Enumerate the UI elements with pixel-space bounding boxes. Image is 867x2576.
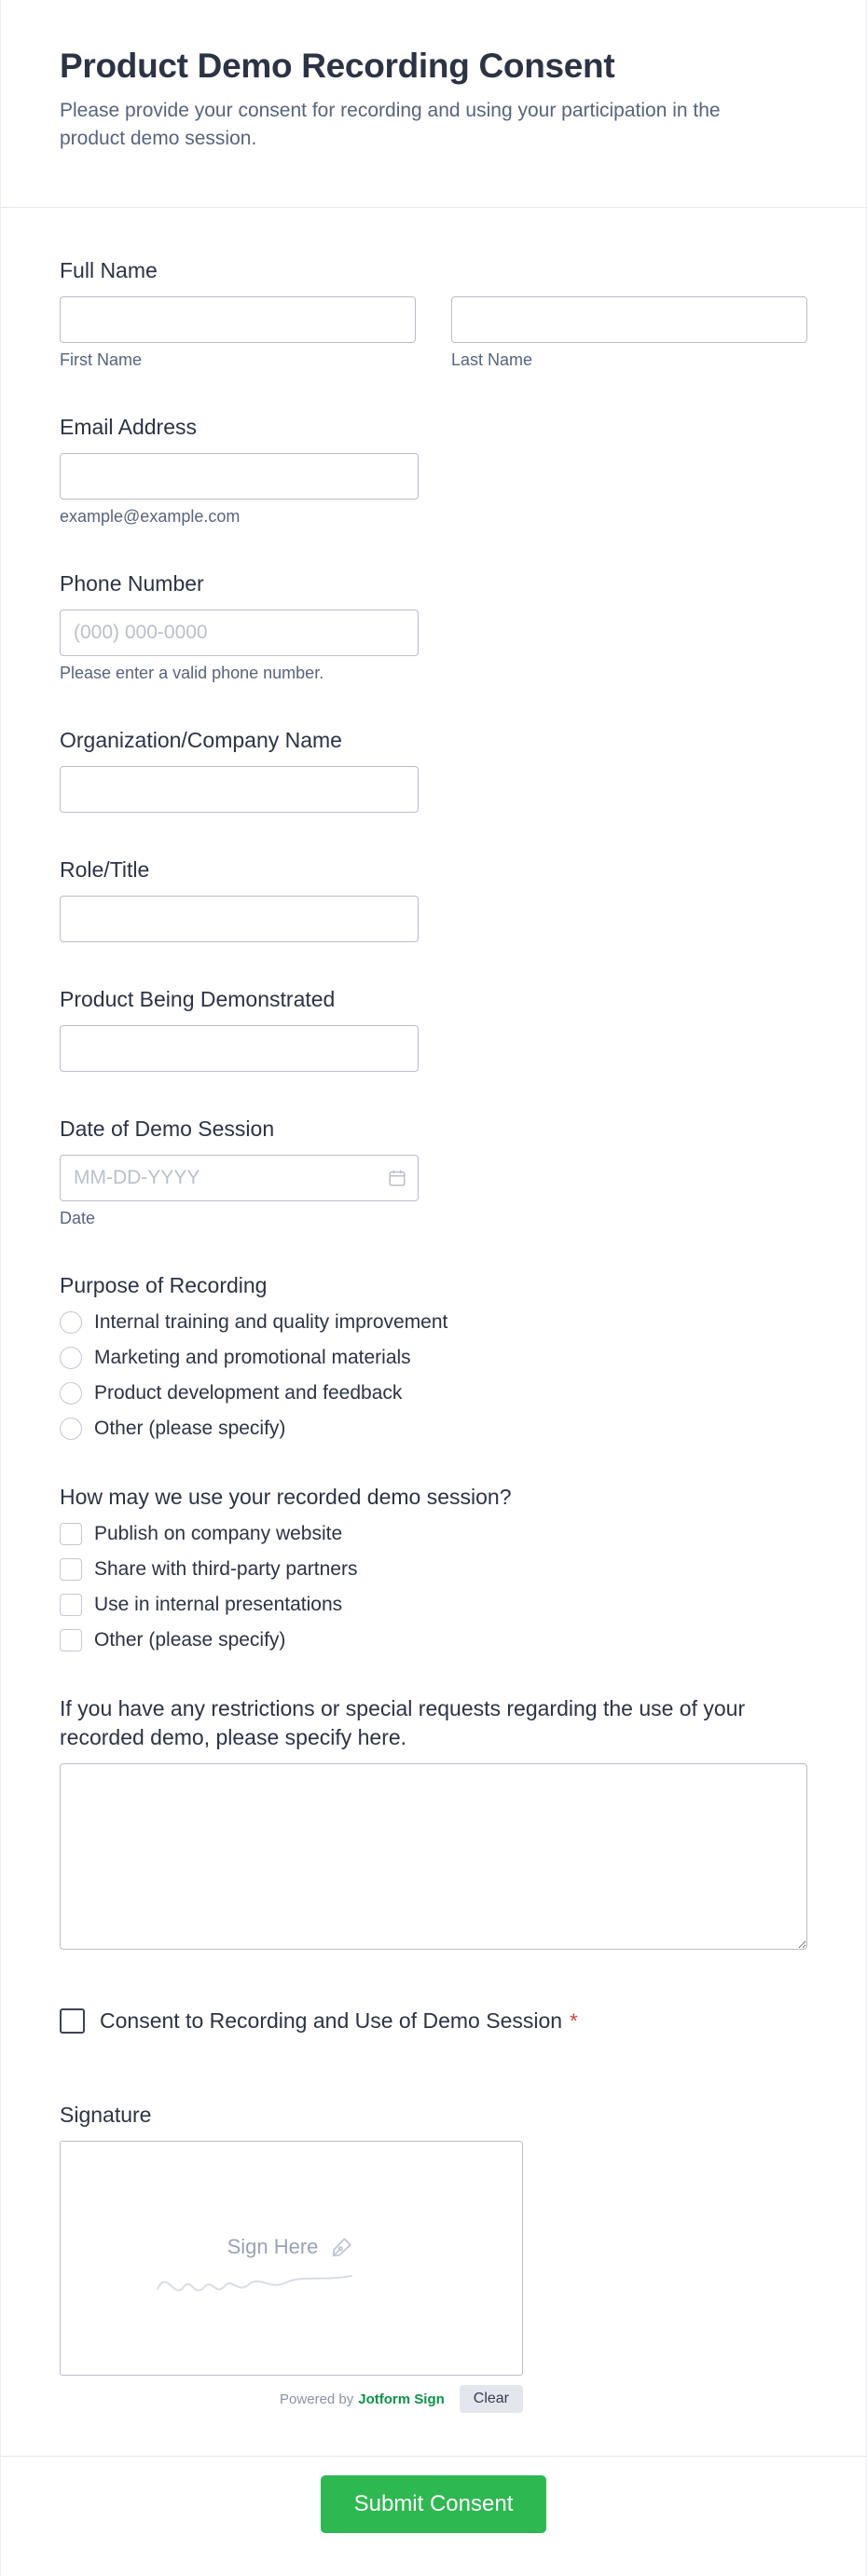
signature-pad[interactable] — [60, 2141, 523, 2376]
role-label: Role/Title — [60, 856, 150, 882]
demo-date-label: Date of Demo Session — [60, 1116, 275, 1141]
usage-label: How may we use your recorded demo session? — [60, 1485, 512, 1509]
field-usage — [60, 1483, 807, 1651]
purpose-option-label: Internal training and quality improvement — [94, 1311, 448, 1333]
field-full-name — [60, 256, 807, 370]
usage-option-label: Other (please specify) — [94, 1629, 286, 1651]
jotform-sign-brand: Jotform Sign — [358, 2391, 445, 2407]
purpose-label: Purpose of Recording — [60, 1272, 268, 1297]
calendar-icon[interactable] — [387, 1168, 407, 1188]
radio-icon[interactable] — [60, 1418, 82, 1440]
full-name-label: Full Name — [60, 257, 158, 282]
phone-sublabel: Please enter a valid phone number. — [60, 663, 324, 682]
purpose-option-label: Product development and feedback — [94, 1382, 403, 1404]
field-demo-date — [60, 1115, 807, 1228]
powered-by-text: Powered by — [280, 2391, 354, 2407]
restrictions-label: If you have any restrictions or special requests regarding the use of your recorded demo, please specify here. — [60, 1696, 746, 1750]
signature-squiggle-icon — [154, 2254, 359, 2305]
submit-button[interactable]: Submit Consent — [321, 2475, 547, 2533]
usage-option-label: Publish on company website — [94, 1523, 343, 1545]
usage-option-publish-website[interactable] — [60, 1523, 807, 1545]
product-label: Product Being Demonstrated — [60, 986, 336, 1011]
role-input[interactable] — [60, 896, 419, 942]
checkbox-icon[interactable] — [60, 1558, 82, 1581]
checkbox-icon[interactable] — [60, 1594, 82, 1616]
form-body — [1, 208, 866, 2414]
usage-option-label: Share with third-party partners — [94, 1558, 358, 1581]
last-name-sublabel: Last Name — [451, 349, 533, 369]
demo-date-input[interactable] — [60, 1155, 419, 1201]
purpose-option-other[interactable] — [60, 1418, 807, 1440]
usage-option-other[interactable] — [60, 1629, 807, 1651]
first-name-sublabel: First Name — [60, 349, 143, 369]
field-phone — [60, 569, 807, 683]
purpose-option-internal-training[interactable] — [60, 1311, 807, 1334]
restrictions-textarea[interactable] — [60, 1763, 807, 1950]
page-subtitle: Please provide your consent for recording and using your participation in the product demo session. — [60, 100, 721, 149]
usage-option-third-party[interactable] — [60, 1558, 807, 1581]
phone-input[interactable] — [60, 610, 419, 656]
signature-meta — [60, 2385, 523, 2413]
purpose-option-marketing[interactable] — [60, 1347, 807, 1369]
radio-icon[interactable] — [60, 1311, 82, 1334]
field-product — [60, 985, 807, 1072]
field-signature — [60, 2101, 807, 2413]
pen-nib-icon — [329, 2234, 355, 2260]
field-restrictions — [60, 1694, 807, 1954]
field-consent — [60, 2008, 807, 2034]
organization-input[interactable] — [60, 766, 419, 813]
consent-label: Consent to Recording and Use of Demo Session — [100, 2008, 563, 2034]
field-role — [60, 856, 807, 942]
purpose-option-product-development[interactable] — [60, 1382, 807, 1404]
usage-option-label: Use in internal presentations — [94, 1594, 343, 1616]
purpose-option-label: Marketing and promotional materials — [94, 1347, 411, 1368]
consent-row[interactable] — [60, 2008, 807, 2034]
consent-checkbox[interactable] — [60, 2008, 85, 2034]
purpose-option-label: Other (please specify) — [94, 1418, 286, 1439]
radio-icon[interactable] — [60, 1382, 82, 1404]
phone-label: Phone Number — [60, 570, 204, 596]
field-purpose — [60, 1271, 807, 1440]
checkbox-icon[interactable] — [60, 1629, 82, 1651]
radio-icon[interactable] — [60, 1347, 82, 1369]
checkbox-icon[interactable] — [60, 1523, 82, 1545]
first-name-input[interactable] — [60, 296, 416, 343]
demo-date-sublabel: Date — [60, 1208, 96, 1227]
signature-label: Signature — [60, 2103, 152, 2128]
field-organization — [60, 726, 807, 813]
email-input[interactable] — [60, 453, 419, 500]
organization-label: Organization/Company Name — [60, 727, 342, 752]
form-header — [1, 0, 866, 208]
sign-here-placeholder: Sign Here — [227, 2235, 319, 2259]
email-label: Email Address — [60, 414, 198, 439]
last-name-input[interactable] — [451, 296, 807, 343]
email-sublabel: example@example.com — [60, 506, 241, 526]
usage-option-internal-presentations[interactable] — [60, 1594, 807, 1616]
required-asterisk: * — [570, 2008, 578, 2033]
clear-signature-button[interactable]: Clear — [460, 2385, 523, 2413]
page-title: Product Demo Recording Consent — [60, 47, 615, 85]
field-email — [60, 413, 807, 527]
product-input[interactable] — [60, 1025, 419, 1072]
